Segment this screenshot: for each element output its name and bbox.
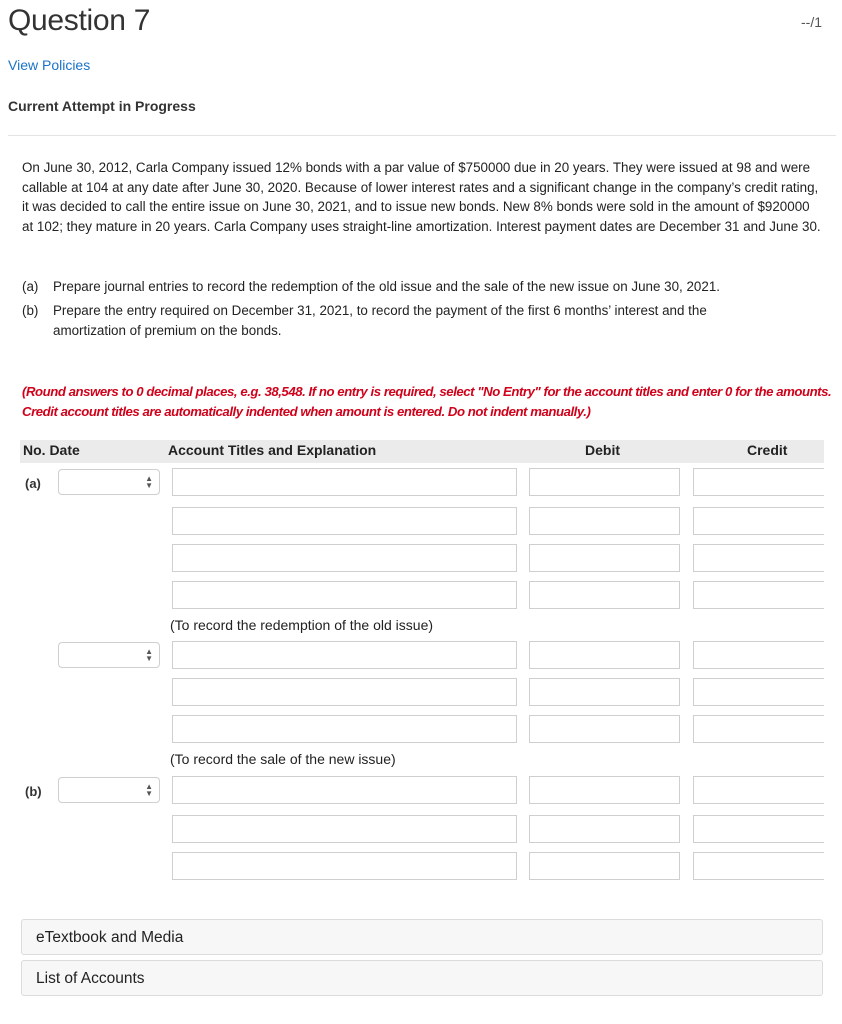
select-arrows-icon: ▲ ▼ bbox=[145, 474, 153, 490]
part-a bbox=[22, 277, 822, 297]
part-b-label: (b) bbox=[22, 303, 39, 318]
account-title-input[interactable] bbox=[172, 544, 517, 572]
debit-input[interactable] bbox=[529, 641, 680, 669]
credit-input[interactable] bbox=[693, 581, 824, 609]
credit-input[interactable] bbox=[693, 715, 824, 743]
journal-table-header bbox=[20, 440, 824, 463]
date-select-a1[interactable] bbox=[58, 469, 160, 495]
attempt-status: Current Attempt in Progress bbox=[8, 98, 196, 114]
credit-input[interactable] bbox=[693, 468, 824, 496]
account-title-input[interactable] bbox=[172, 776, 517, 804]
header-divider bbox=[8, 135, 836, 136]
debit-input[interactable] bbox=[529, 678, 680, 706]
debit-input[interactable] bbox=[529, 507, 680, 535]
debit-input[interactable] bbox=[529, 581, 680, 609]
credit-input[interactable] bbox=[693, 852, 824, 880]
part-b bbox=[22, 301, 822, 341]
question-score: --/1 bbox=[801, 14, 822, 30]
debit-input[interactable] bbox=[529, 776, 680, 804]
credit-input[interactable] bbox=[693, 776, 824, 804]
rounding-instructions: (Round answers to 0 decimal places, e.g. 38,548. If no entry is required, select "No Entry" for the account titles and enter 0 for the amounts. Credit account titles are automatically indented when amount is entered. Do not indent manually.) bbox=[22, 384, 832, 419]
question-title: Question 7 bbox=[8, 4, 151, 37]
account-title-input[interactable] bbox=[172, 468, 517, 496]
debit-input[interactable] bbox=[529, 815, 680, 843]
credit-input[interactable] bbox=[693, 507, 824, 535]
part-a-label: (a) bbox=[22, 279, 39, 294]
row-label-b: (b) bbox=[25, 784, 42, 799]
view-policies-link[interactable]: View Policies bbox=[8, 57, 91, 73]
date-select-b[interactable] bbox=[58, 777, 160, 803]
caption-sale: (To record the sale of the new issue) bbox=[170, 751, 396, 767]
account-title-input[interactable] bbox=[172, 715, 517, 743]
header-credit: Credit bbox=[747, 442, 788, 458]
account-title-input[interactable] bbox=[172, 852, 517, 880]
account-title-input[interactable] bbox=[172, 581, 517, 609]
header-debit: Debit bbox=[585, 442, 620, 458]
debit-input[interactable] bbox=[529, 468, 680, 496]
part-b-text: Prepare the entry required on December 31, 2021, to record the payment of the first 6 months’ interest and the amortization of premium on the bonds. bbox=[53, 303, 707, 338]
caption-redemption: (To record the redemption of the old issue) bbox=[170, 617, 434, 633]
list-of-accounts-panel[interactable]: List of Accounts bbox=[21, 960, 823, 996]
select-arrows-icon: ▲ ▼ bbox=[145, 782, 153, 798]
select-arrows-icon: ▲ ▼ bbox=[145, 647, 153, 663]
credit-input[interactable] bbox=[693, 641, 824, 669]
account-title-input[interactable] bbox=[172, 815, 517, 843]
date-select-a2[interactable] bbox=[58, 642, 160, 668]
account-title-input[interactable] bbox=[172, 678, 517, 706]
row-label-a: (a) bbox=[25, 476, 41, 491]
header-account-titles: Account Titles and Explanation bbox=[168, 442, 377, 458]
credit-input[interactable] bbox=[693, 815, 824, 843]
part-a-text: Prepare journal entries to record the redemption of the old issue and the sale of the new issue on June 30, 2021. bbox=[53, 279, 720, 294]
debit-input[interactable] bbox=[529, 852, 680, 880]
account-title-input[interactable] bbox=[172, 507, 517, 535]
problem-paragraph: On June 30, 2012, Carla Company issued 12% bonds with a par value of $750000 due in 20 years. They were issued at 98 and were callable at 104 at any date after June 30, 2020. Because of lower interest rates and a significant change in the company’s credit rating, it was decided to call the entire issue on June 30, 2021, and to issue new bonds. New 8% bonds were sold in the amount of $920000 at 102; they mature in 20 years. Carla Company uses straight-line amortization. Interest payment dates are December 31 and June 30. bbox=[22, 160, 821, 234]
account-title-input[interactable] bbox=[172, 641, 517, 669]
header-no-date: No. Date bbox=[23, 442, 80, 458]
debit-input[interactable] bbox=[529, 715, 680, 743]
debit-input[interactable] bbox=[529, 544, 680, 572]
etextbook-panel[interactable]: eTextbook and Media bbox=[21, 919, 823, 955]
credit-input[interactable] bbox=[693, 678, 824, 706]
credit-input[interactable] bbox=[693, 544, 824, 572]
